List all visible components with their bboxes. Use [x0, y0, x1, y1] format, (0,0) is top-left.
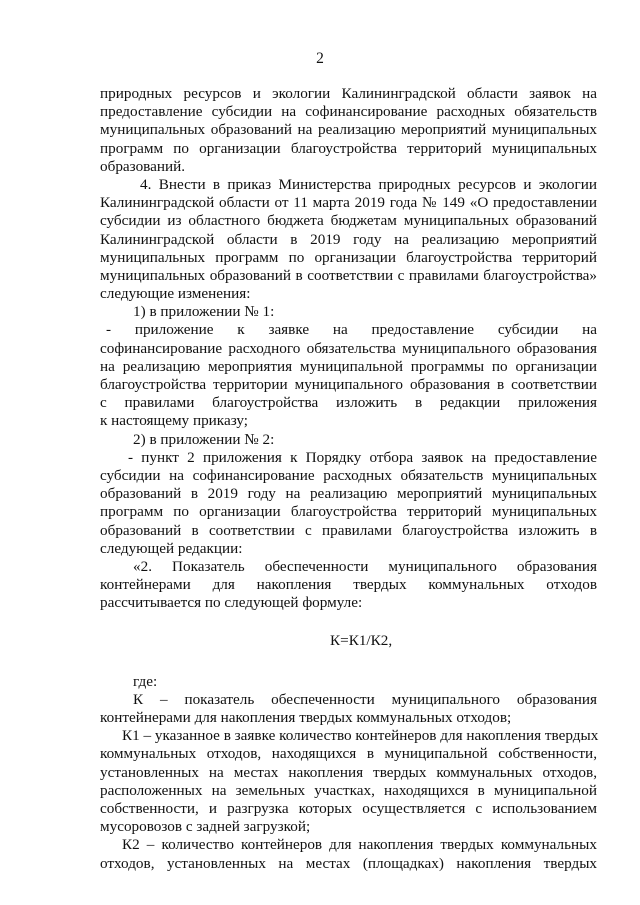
- text-line: установленных на местах накопления твердых коммунальных отходов,: [100, 763, 597, 781]
- text-line: 1) в приложении № 1:: [133, 303, 275, 321]
- document-body: [100, 85, 597, 873]
- text-line: контейнерами для накопления твердых коммунальных отходов;: [100, 709, 512, 726]
- text-line: К1 – указанное в заявке количество контейнеров для накопления твердых: [122, 727, 599, 745]
- text-line: на реализацию мероприятия муниципальной программы по организации: [100, 357, 597, 375]
- text-line: 2) в приложении № 2:: [133, 430, 275, 448]
- text-line: следующие изменения:: [100, 285, 251, 303]
- text-line: собственности, и разгрузка которых осуществляется с использованием: [100, 799, 597, 817]
- formula: К=К1/К2,: [330, 632, 393, 650]
- text-line: благоустройства территории муниципального образования в соответствии: [100, 376, 597, 393]
- text-line: мусоровозов с задней загрузкой;: [100, 818, 311, 836]
- text-line: предоставление субсидии на софинансирование расходных обязательств: [100, 103, 597, 121]
- text-line: программ по организации благоустройства территорий муниципальных: [100, 139, 597, 157]
- text-line: коммунальных отходов, находящихся в муниципальной собственности,: [100, 745, 597, 763]
- text-line: природных ресурсов и экологии Калининградской области заявок на: [100, 85, 597, 102]
- text-line: субсидии на софинансирование расходных обязательств муниципальных: [100, 466, 597, 484]
- text-line: 4. Внести в приказ Министерства природных ресурсов и экологии: [140, 175, 597, 193]
- text-line: с правилами благоустройства изложить в редакции приложения: [100, 394, 597, 412]
- text-line: К2 – количество контейнеров для накопления твердых коммунальных: [122, 836, 597, 854]
- text-line: субсидии из областного бюджета бюджетам муниципальных образований: [100, 212, 597, 230]
- text-line: расположенных на земельных участках, находящихся в муниципальной: [100, 781, 597, 799]
- text-line: - приложение к заявке на предоставление субсидии на: [106, 321, 597, 339]
- text-line: следующей редакции:: [100, 539, 243, 557]
- text-line: отходов, установленных на местах (площадках) накопления твердых: [100, 854, 597, 872]
- text-line: «2. Показатель обеспеченности муниципального образования: [133, 557, 597, 575]
- text-line: программ по организации благоустройства территорий муниципальных: [100, 503, 597, 521]
- text-line: - пункт 2 приложения к Порядку отбора заявок на предоставление: [128, 448, 597, 466]
- text-line: контейнерами для накопления твердых коммунальных отходов: [100, 576, 597, 594]
- text-line: образований.: [100, 157, 186, 175]
- text-line: муниципальных образований в соответствии с правилами благоустройства»: [100, 266, 597, 284]
- text-line: рассчитывается по следующей формуле:: [100, 594, 363, 612]
- text-line: Калининградской области в 2019 году на реализацию мероприятий: [100, 230, 597, 248]
- text-line: К – показатель обеспеченности муниципального образования: [133, 690, 597, 708]
- text-line: образований в 2019 году на реализацию мероприятий муниципальных: [100, 485, 597, 503]
- page-number: 2: [316, 50, 324, 67]
- text-line: муниципальных программ по организации благоустройства территорий: [100, 248, 597, 266]
- text-line: к настоящему приказу;: [100, 412, 248, 430]
- text-line: софинансирование расходного обязательства муниципального образования: [100, 339, 597, 357]
- text-line: Калининградской области от 11 марта 2019 года № 149 «О предоставлении: [100, 194, 597, 212]
- text-line: где:: [133, 672, 158, 690]
- text-line: образований в соответствии с правилами благоустройства изложить в: [100, 521, 597, 539]
- text-line: муниципальных образований на реализацию мероприятий муниципальных: [100, 121, 597, 139]
